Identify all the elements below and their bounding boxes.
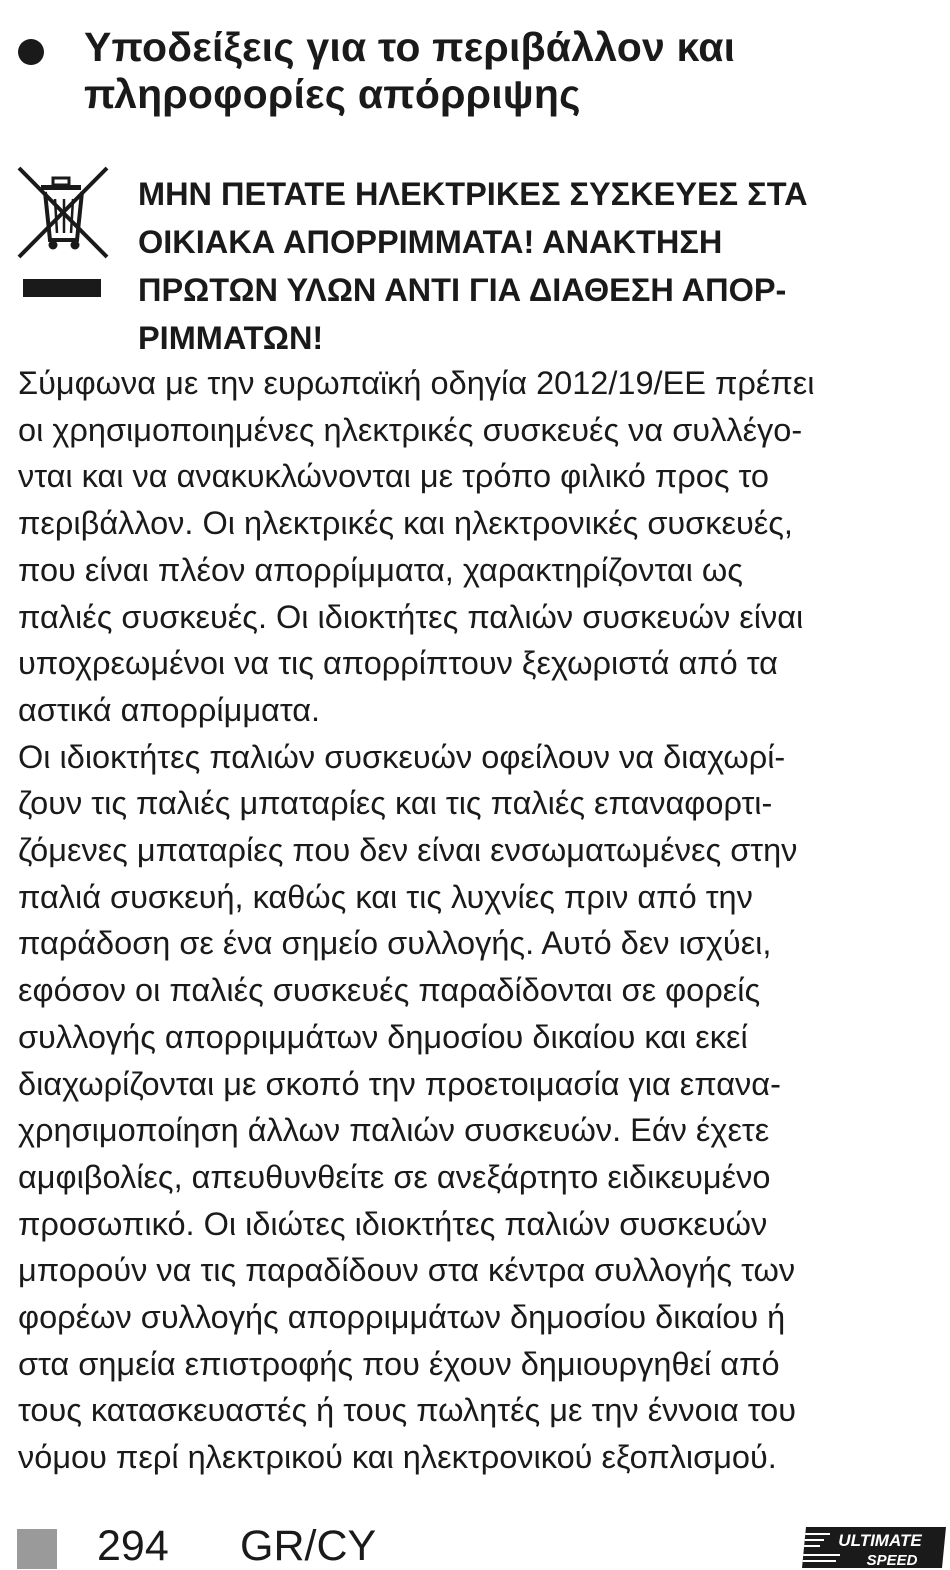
footer-marker <box>17 1529 57 1569</box>
crossed-out-wheelie-bin-icon <box>15 165 111 300</box>
section-heading <box>18 24 938 118</box>
page-footer <box>0 1522 950 1570</box>
disposal-warning: ΜΗΝ ΠΕΤΑΤΕ ΗΛΕΚΤΡΙΚΕΣ ΣΥΣΚΕΥΕΣ ΣΤΑ ΟΙΚΙΑΚΑ ΑΠΟΡΡΙΜΜΑΤΑ! ΑΝΑΚΤΗΣΗ ΠΡΩΤΩΝ ΥΛΩΝ ΑΝΤΙ ΓΙΑ ΔΙΑΘΕΣΗ ΑΠΟΡ- ΡΙΜΜΑΤΩΝ! <box>138 176 808 356</box>
logo-text-top: ULTIMATE <box>838 1531 922 1550</box>
bullet-icon <box>18 39 44 65</box>
disposal-paragraph: Σύμφωνα με την ευρωπαϊκή οδηγία 2012/19/ΕΕ πρέπει οι χρησιμοποιημένες ηλεκτρικές συσκευές να συλλέγο- νται και να ανακυκλώνονται με τρόπο φιλικό προς το περιβάλλον. Οι ηλεκτρικές και ηλεκτρονικές συσκευές, που είναι πλέον απορρίμματα, χαρακτηρίζονται ως παλιές συσκευές. Οι ιδιοκτήτες παλιών συσκευών είναι υποχρεωμένοι να τις απορρίπτουν ξεχωριστά από τα αστικά απορρίμματα. Οι ιδιοκτήτες παλιών συσκευών οφείλουν να διαχωρί- ζουν τις παλιές μπαταρίες και τις παλιές επαναφορτι- ζόμενες μπαταρίες που δεν είναι ενσωματωμένες στην παλιά συσκευή, καθώς και τις λυχνίες πριν από την παράδοση σε ένα σημείο συλλογής. Αυτό δεν ισχύει, εφόσον οι παλιές συσκευές παραδίδονται σε φορείς συλλογής απορριμμάτων δημοσίου δικαίου και εκεί διαχωρίζονται με σκοπό την προετοιμασία για επανα- χρησιμοποίηση άλλων παλιών συσκευών. Εάν έχετε αμφιβολίες, απευθυνθείτε σε ανεξάρτητο ειδικευμένο προσωπικό. Οι ιδιώτες ιδιοκτήτες παλιών συσκευών μπορούν να τις παραδίδουν στα κέντρα συλλογής των φορέων συλλογής απορριμμάτων δημοσίου δικαίου ή στα σημεία επιστροφής που έχουν δημιουργηθεί από τους κατασκευαστές ή τους πωλητές με την έννοια του νόμου περί ηλεκτρικού και ηλεκτρονικού εξοπλισμού. <box>18 365 815 1476</box>
logo-text-bottom: SPEED <box>866 1552 918 1569</box>
heading-title: Υποδείξεις για το περιβάλλον και πληροφορίες απόρριψης <box>84 24 736 117</box>
brand-logo <box>800 1525 948 1570</box>
page-number: 294 <box>97 1522 169 1570</box>
region-code: GR/CY <box>240 1522 377 1570</box>
